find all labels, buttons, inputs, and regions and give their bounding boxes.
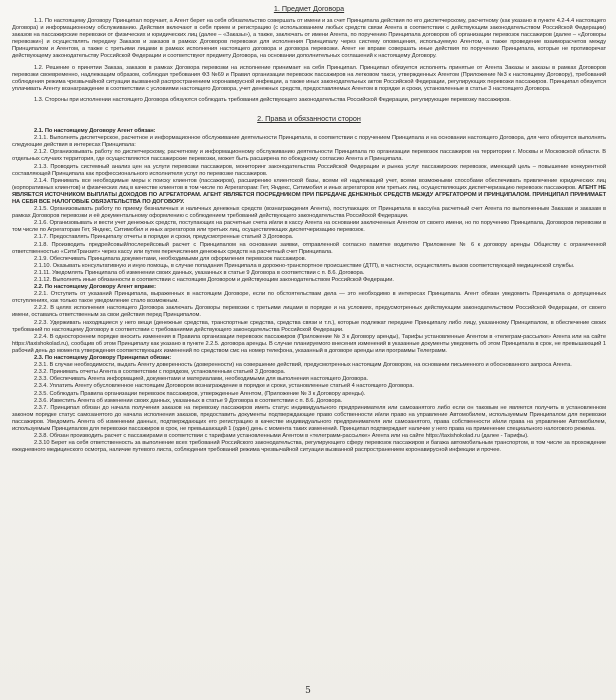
clause-2-3-8: 2.3.8. Обязан производить расчет с пассажирами в соответствии с тарифами установленными Агентом в «телеграмм-рассылке» Агента или на сайте https://taxishokolad.ru (далее - Тарифы). xyxy=(34,433,529,440)
clause-2-1-5: 2.1.5. Организовывать работу по приему безналичных и наличных денежных средств (вознаграждения Агента), поступающих от Принципала в кассу/на расчетный счет Агента по выполненным Заказам и заказам в рамках Договоров перевозки и её документальному оформлению с соблюдением требований действующего законодательства Российской Федерации. xyxy=(12,206,606,220)
clause-2-3-heading: 2.3. По настоящему Договору Принципал обязан: xyxy=(34,355,172,362)
clause-2-1-7: 2.1.7. Предоставлять Принципалу отчеты в порядке и сроки, предусмотренные статьей 3 Договора. xyxy=(34,234,294,241)
clause-2-1-8: 2.1.8. Производить предрейсовый/послерейсовый расчет с Принципалом на основании заявки, отправленной согласно памятке водителю Приложение № 6 к договору аренды Обществу с ограниченной ответственностью «СитиТранзит» через кассу или путем перечисления денежных средств на расчетный счет Принципала. xyxy=(12,241,606,255)
clause-2-1-2: 2.1.2. Организовывать работу по диспетчерскому, расчетному и информационному обслуживанию деятельности Принципала по организации перевозок пассажиров на территории г. Москвы и Московской области. В отдельных случаях территория, где осуществляются пассажирские перевозки, может быть расширена по обоюдному согласию Агента и Принципала. xyxy=(12,149,606,163)
clause-2-1-9: 2.1.9. Обеспечивать Принципала документами, необходимыми для оформления перевозок пассажиров. xyxy=(34,255,307,262)
clause-2-3-4: 2.3.4. Уплатить Агенту обусловленное настоящим Договором вознаграждение в порядке и сроки, установленные статьей 4 настоящего Договора. xyxy=(34,383,414,390)
clause-2-1-6: 2.1.6. Организовывать и вести учет денежных средств, поступающих на расчетные счета и/или в кассу Агента на основании заключенных Агентом от своего имени, но по поручению Принципала, Договоров перевозки в том числе по Агрегаторам Гет, Яндекс, Ситимобил и иных агрегаторов или третьих лиц, осуществляющих диспетчеризацию перевозок. xyxy=(12,220,606,234)
clause-2-1-heading: 2.1. По настоящему Договору Агент обязан: xyxy=(34,128,156,135)
clause-2-1-3: 2.1.3. Проводить системный анализ цен на услуги перевозки пассажиров, мониторинг законодательства Российской Федерации и рынка услуг пассажирских перевозок, имеющий цель – повышение конкурентной составляющей Принципала как профессионального исполнителя услуг по перевозке пассажиров. xyxy=(12,163,606,177)
clause-2-1-11: 2.1.11. Уведомлять Принципала об изменении своих данных, указанных в статье 9 Договора в соответствии с п. 8.6. Договора. xyxy=(34,269,365,276)
clause-2-3-1: 2.3.1. В случае необходимости, выдать Агенту доверенность (доверенности) на совершение действий, предусмотренных настоящим Договором, на основании письменного и обоснованного запроса Агента. xyxy=(34,362,572,369)
clause-2-3-10: 2.3.10 Берет на себя ответственность за выполнение всех требований Российского законодательства, регулирующего сферу перевозок пассажиров и багажа автомобильным транспортом, в том числе за прохождение ежедневного медицинского осмотра, наличие путевого листа, соблюдения требований режима чрезвычайной ситуации вызванной распространением коронавирусной инфекции и прочее. xyxy=(12,440,606,454)
section-2-title: 2. Права и обязанности сторон xyxy=(257,114,361,124)
clause-2-1-4-notice: АГЕНТ НЕ ЯВЛЯЕТСЯ ИСТОЧНИКОМ ВЫПЛАТЫ ДОХОДОВ ПО АГРЕГАТОРАМ. АГЕНТ ЯВЛЯЕТСЯ ПОСРЕДНИКОМ ПРИ ПЕРЕДАЧЕ ДЕНЕЖНЫХ СРЕДСТВ МЕЖДУ АГРЕГАТОРОМ И ПРИНЦИПАЛОМ. ПРИНЦИПАЛ ПРИНИМАЕТ НА СЕБЯ ВСЕ НАЛОГОВЫЕ ОБЯЗАТЕЛЬСТВА ПО ДОГОВОРУ. xyxy=(12,184,606,205)
clause-2-2-heading: 2.2. По настоящему Договору Агент вправе: xyxy=(34,284,156,291)
clause-2-1-1: 2.1.1. Выполнять диспетчерское, расчетное и информационное обслуживание деятельности Принципала, в соответствии с поручением Принципала и на основании настоящего Договора, для чего обязуется выполнять следующие действия в интересах Принципала: xyxy=(12,135,606,149)
clause-2-3-5: 2.3.5. Соблюдать Правила организации перевозок пассажиров, утвержденные Агентом, (Приложение № 3 к Договору аренды). xyxy=(34,390,366,397)
clause-2-1-10: 2.1.10. Оказывать консультативную и иную помощь, в случае попадания Принципала в дорожно-транспортное происшествие (ДТП), в частности, осуществлять вызов соответствующей медицинской службы. xyxy=(34,262,575,269)
clause-2-2-4: 2.2.4. В одностороннем порядке вносить изменения в Правила организации перевозок пассажиров (Приложение № 3 к Договору аренды), Тарифы установленные Агентом в «телеграм-рассылке» Агента или на сайте https://taxishokolad.ru), сообщив об этом Принципалу как указано в пункте 2.2.5. договора аренды. В случае планируемого внесения изменений в указанные документы уведомить об этом Принципала в срок, не превышающий 1 рабочий день до момента утверждения соответствующих изменений по средством смс на номер телефона, указанный в договоре аренды или программы Телеграмм. xyxy=(12,333,606,354)
clause-2-1-12: 2.1.12. Выполнять иные обязанности в соответствии с настоящим Договором и действующим законодательством Российской Федерации. xyxy=(34,277,394,283)
clause-1-3: 1.3. Стороны при исполнении настоящего Договора обязуются соблюдать требования действующего законодательства Российской Федерации, регулирующие перевозку пассажиров. xyxy=(34,96,511,103)
clause-2-2-3: 2.2.3. Удерживать находящиеся у него вещи (денежные средства, транспортные средства, средства связи и т.п.), которые подлежат передаче Принципалу либо лицу, указанному Принципалом, в обеспечение своих требований по настоящему Договору в соответствии с требованиями действующего законодательства Российской Федерации. xyxy=(12,319,606,333)
clause-2-3-3: 2.3.3. Обеспечивать Агента информацией, документами и материалами, необходимыми для выполнения настоящего Договора. xyxy=(34,376,368,383)
clause-2-2-1: 2.2.1. Отступить от указаний Принципала, выраженных в настоящем Договоре, если по обстоятельствам дела — это необходимо в интересах Принципала. Агент обязан уведомить Принципала о допущенных отступлениях, как только такое уведомление стало возможным. xyxy=(12,291,606,305)
clause-2-3-7: 2.3.7. Принципал обязан до начала получения заказов на перевозку пассажиров иметь статус индивидуального предпринимателя или самозанятого либо если он таковым не является получить в установленном законом порядке статус самозанятого до начала исполнения заказов, предоставить документы подтверждающие право собственности и/или право на управление Автомобилем, используемым Принципалом для перевозки пассажиров. Уведомить Агента об изменении данных, подтверждающих его регистрацию в качестве индивидуального предпринимателя или самозанятого, права собственности и/или права на управление Автомобилем, используемым Принципалом для перевозки пассажиров в срок, не превышающий 1 (один) день с момента таких изменений. Принципал подтверждает наличие у него права на применение специального налогового режима. xyxy=(12,404,606,432)
clause-2-3-6: 2.3.6. Известить Агента об изменении своих данных, указанных в статье 9 Договора в соответствии с п. 8.6. Договора. xyxy=(34,397,343,404)
page-number: 5 xyxy=(305,686,311,696)
clause-2-1-4-text: 2.1.4. Принимать все необходимые меры к поиску клиентов (пассажиров), расширению клиентской базы, всеми ей надлежащий учет, всеми возможными способами обеспечивать привлечение юридических лиц (корпоративных клиентов) и физических лиц в качестве клиентов в том числе по Агрегаторам: Гет, Яндекс, Ситимобил и иных агрегаторов или третьих лиц, осуществляющих диспетчеризацию перевозок пассажиров. xyxy=(12,177,606,191)
clause-1-2: 1.2. Решение о принятии Заказа, заказов в рамках Договора перевозки на исполнение принимает на себя Принципал. Принципал обязуется исполнять принятые от Агента Заказы и заказы в рамках Договоров перевозки своевременно, надлежащим образом, соблюдая требования ФЗ №69 и Правил организации перевозок пассажиров на легковом такси, утвержденных Агентом (Приложение №3 к настоящему Договору), требований соблюдения режима чрезвычайной ситуации вызванной распространением коронавирусной инфекции, а также иных законодательных актов Российской Федерации, регулирующих перевозки пассажиров. Принципал обязуется уплачивать Агенту вознаграждение в соответствии с условиями настоящего Договора, учет денежных средств, предоставляемых Агентом в порядке и сроки, установленные в статье 3 настоящего Договора. xyxy=(12,64,606,92)
section-1-title: 1. Предмет Договора xyxy=(273,4,345,13)
clause-2-2-2: 2.2.2. В целях исполнения настоящего Договора заключать Договоры перевозки с третьими лицами в порядке и на условиях, предусмотренных действующим законодательством Российской Федерации, от своего имени, оставаясь ответственным за свои действия перед Принципалом. xyxy=(12,305,606,319)
clause-2-1-4 xyxy=(12,178,606,206)
clause-2-3-2: 2.3.2. Принимать отчеты Агента в соответствии с порядком, установленным статьей 3 Договора. xyxy=(34,369,286,376)
clause-1-1: 1.1. По настоящему Договору Принципал поручает, а Агент берет на себя обязательство совершать от имени и за счет Принципала действия по его диспетчерскому, расчетному (как указано в пункте 4.2-4.4 настоящего Договора) и информационному обслуживанию. Действия включают в себя прием и регистрацию (с использованием любых средств связи Агента в соответствии с действующим законодательством Российской Федерации) заказов на пассажирские перевозки от физических и юридических лиц (далее – «Заказы»), а также, заключать от имени Агента, по поручению Принципала договоров об организации перевозок пассажиров (далее – «Договоры перевозки») и осуществлять передачу Заказов и заказов в рамках Договоров перевозки для исполнения Принципалу через систему оповещения, используемую Агентом, а также проведение взаиморасчетов между Принципалом и Агентом, а также с третьими лицами в рамках исполнения настоящего договора и договора перевозки. Агент не вправе совершать иные действия по поручению Принципала, которые не противоречат действующему законодательству Российской Федерации и соответствуют предмету Договора, на основании дополнительных соглашений к настоящему Договору. xyxy=(12,18,606,60)
